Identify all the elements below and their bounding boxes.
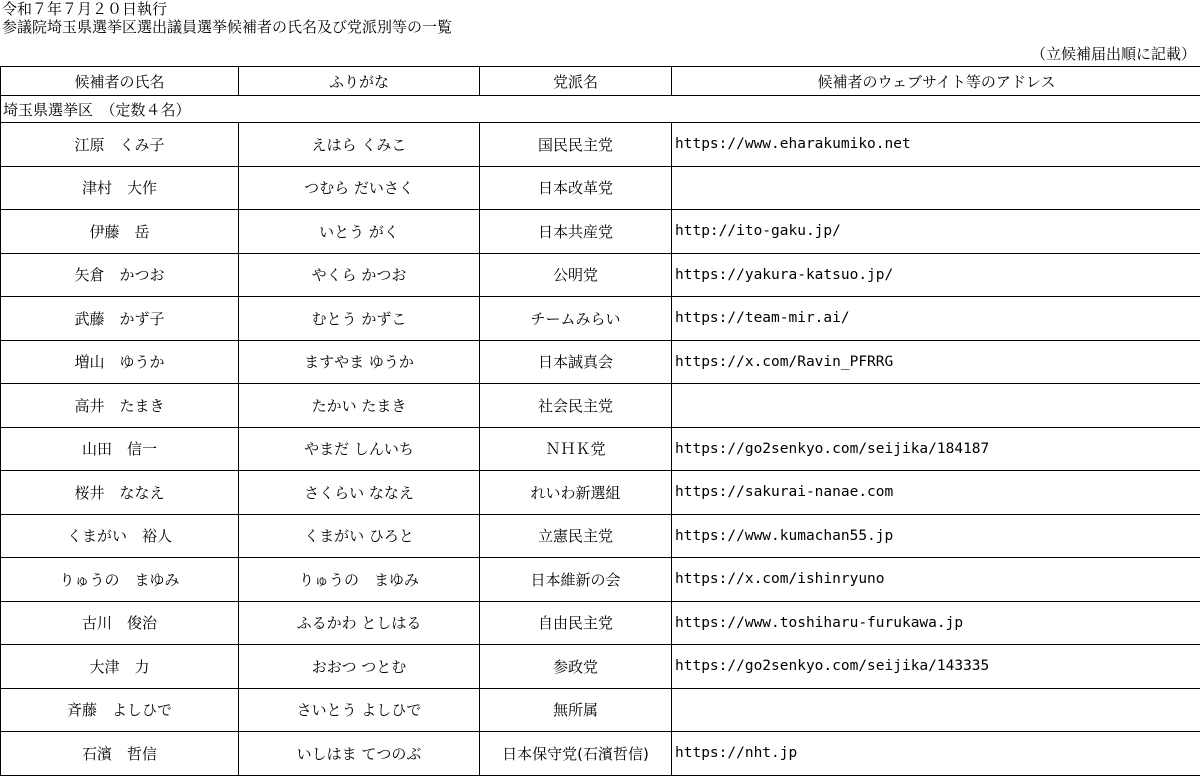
candidate-furigana: たかい たまき [239,384,480,428]
candidate-furigana: えはら くみこ [239,123,480,167]
column-header-furigana: ふりがな [239,67,480,96]
candidate-name: 江原 くみ子 [1,123,239,167]
table-row [1,688,1200,732]
candidate-name: 武藤 かず子 [1,297,239,341]
table-row [1,732,1200,776]
table-row [1,123,1200,167]
candidate-name: 古川 俊治 [1,601,239,645]
candidate-name: くまがい 裕人 [1,514,239,558]
candidate-website[interactable]: https://www.toshiharu-furukawa.jp [672,601,1200,645]
candidate-name: 大津 力 [1,645,239,689]
candidate-party: ＮＨＫ党 [480,427,672,471]
candidate-party: 無所属 [480,688,672,732]
candidate-furigana: いしはま てつのぶ [239,732,480,776]
candidate-party: 参政党 [480,645,672,689]
table-row [1,427,1200,471]
table-row [1,166,1200,210]
candidate-furigana: ますやま ゆうか [239,340,480,384]
candidate-party: れいわ新選組 [480,471,672,515]
candidate-name: 山田 信一 [1,427,239,471]
table-row [1,601,1200,645]
candidate-party: 日本共産党 [480,210,672,254]
candidate-name: 伊藤 岳 [1,210,239,254]
candidate-furigana: むとう かずこ [239,297,480,341]
table-row [1,210,1200,254]
candidate-name: 桜井 ななえ [1,471,239,515]
candidate-name: 矢倉 かつお [1,253,239,297]
candidate-furigana: さくらい ななえ [239,471,480,515]
candidate-website[interactable]: https://www.kumachan55.jp [672,514,1200,558]
table-row [1,297,1200,341]
district-label: 埼玉県選挙区 （定数４名） [1,96,1200,123]
candidate-website[interactable]: https://www.eharakumiko.net [672,123,1200,167]
candidate-website[interactable]: https://go2senkyo.com/seijika/184187 [672,427,1200,471]
candidate-website[interactable]: https://team-mir.ai/ [672,297,1200,341]
candidate-name: 増山 ゆうか [1,340,239,384]
candidate-name: りゅうの まゆみ [1,558,239,602]
candidate-website[interactable]: https://x.com/ishinryuno [672,558,1200,602]
candidate-party: 日本保守党(石濱哲信) [480,732,672,776]
candidate-table [0,66,1200,776]
table-row [1,384,1200,428]
candidate-party: 日本改革党 [480,166,672,210]
table-row [1,514,1200,558]
candidate-party: 自由民主党 [480,601,672,645]
candidate-furigana: いとう がく [239,210,480,254]
document-title: 参議院埼玉県選挙区選出議員選挙候補者の氏名及び党派別等の一覧 [2,18,453,36]
candidate-furigana: りゅうの まゆみ [239,558,480,602]
table-row [1,340,1200,384]
candidate-furigana: くまがい ひろと [239,514,480,558]
candidate-website[interactable]: https://yakura-katsuo.jp/ [672,253,1200,297]
candidate-furigana: さいとう よしひで [239,688,480,732]
column-header-name: 候補者の氏名 [1,67,239,96]
candidate-name: 石濱 哲信 [1,732,239,776]
election-date-title: 令和７年７月２０日執行 [2,0,168,18]
candidate-name: 斉藤 よしひで [1,688,239,732]
candidate-furigana: やまだ しんいち [239,427,480,471]
candidate-name: 津村 大作 [1,166,239,210]
candidate-party: 日本維新の会 [480,558,672,602]
candidate-party: 国民民主党 [480,123,672,167]
table-header-row [1,67,1200,96]
candidate-party: 立憲民主党 [480,514,672,558]
candidate-website [672,688,1200,732]
candidate-website[interactable]: https://go2senkyo.com/seijika/143335 [672,645,1200,689]
candidate-name: 高井 たまき [1,384,239,428]
candidate-website[interactable]: https://nht.jp [672,732,1200,776]
table-row [1,558,1200,602]
candidate-furigana: ふるかわ としはる [239,601,480,645]
candidate-website[interactable]: https://sakurai-nanae.com [672,471,1200,515]
candidate-party: 公明党 [480,253,672,297]
table-row [1,645,1200,689]
district-row [1,96,1200,123]
candidate-website[interactable]: http://ito-gaku.jp/ [672,210,1200,254]
order-note: （立候補届出順に記載） [1030,45,1196,63]
table-row [1,471,1200,515]
table-row [1,253,1200,297]
candidate-website [672,384,1200,428]
candidate-party: 社会民主党 [480,384,672,428]
column-header-party: 党派名 [480,67,672,96]
candidate-party: 日本誠真会 [480,340,672,384]
column-header-website: 候補者のウェブサイト等のアドレス [672,67,1200,96]
candidate-website [672,166,1200,210]
candidate-party: チームみらい [480,297,672,341]
candidate-furigana: やくら かつお [239,253,480,297]
candidate-furigana: つむら だいさく [239,166,480,210]
candidate-furigana: おおつ つとむ [239,645,480,689]
candidate-website[interactable]: https://x.com/Ravin_PFRRG [672,340,1200,384]
